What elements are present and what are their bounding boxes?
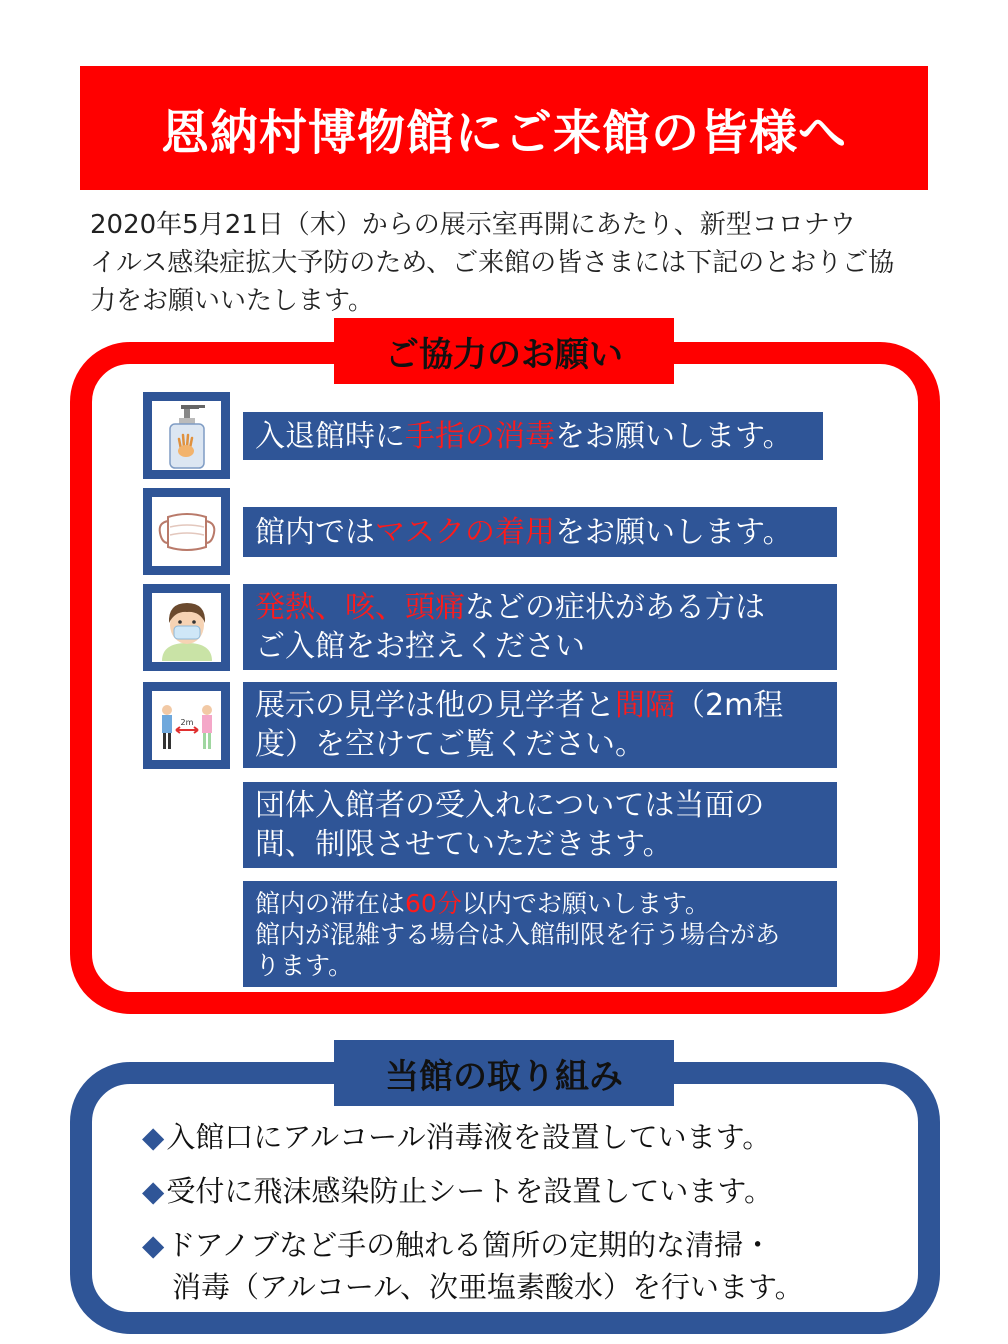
intro-line: 2020年5月21日（木）からの展示室再開にあたり、新型コロナウ xyxy=(90,210,856,240)
rule-text: 間、制限させていただきます。 xyxy=(255,827,673,862)
rule-text: をお願いします。 xyxy=(555,514,793,550)
rule-text: 入退館時に xyxy=(255,418,405,454)
face-mask-icon xyxy=(156,509,218,555)
rule-text: 展示の見学は他の見学者と xyxy=(255,688,615,723)
effort-text: 入館口にアルコール消毒液を設置しています。 xyxy=(166,1120,772,1154)
rule-text: ります。 xyxy=(255,950,354,980)
rule-text: （2m程 xyxy=(675,688,784,723)
rule-stay-time xyxy=(243,881,837,987)
intro-paragraph xyxy=(90,206,920,320)
rule-distancing xyxy=(243,682,837,768)
rule-highlight: 手指の消毒 xyxy=(405,418,555,454)
page-title: 恩納村博物館にご来館の皆様へ xyxy=(160,104,847,161)
effort-item xyxy=(142,1224,922,1308)
rule-text: ご入館をお控えください xyxy=(255,629,585,664)
rule-hand-disinfection xyxy=(243,412,823,460)
rule-text: 館内が混雑する場合は入館制限を行う場合があ xyxy=(255,919,781,949)
rule-highlight: 60分 xyxy=(405,888,462,918)
efforts-section-title: 当館の取り組み xyxy=(385,1056,623,1097)
rule-group-visits xyxy=(243,782,837,868)
rule-text: をお願いします。 xyxy=(555,418,793,454)
efforts-section-header xyxy=(334,1040,674,1106)
diamond-bullet-icon: ◆ xyxy=(142,1120,165,1154)
rule-highlight: 発熱、咳、頭痛 xyxy=(255,590,465,625)
rule-highlight: 間隔 xyxy=(615,688,675,723)
effort-text: ドアノブなど手の触れる箇所の定期的な清掃・ xyxy=(166,1228,773,1262)
masked-person-icon xyxy=(156,595,218,661)
effort-text-continued: 消毒（アルコール、次亜塩素酸水）を行います。 xyxy=(172,1270,804,1304)
rule-text: 館内の滞在は xyxy=(255,888,406,918)
hand-sanitizer-icon xyxy=(157,403,217,469)
request-section-title: ご協力のお願い xyxy=(385,334,623,375)
intro-line: 力をお願いいたします。 xyxy=(90,286,374,316)
distance-label: 2m xyxy=(180,717,193,727)
social-distance-icon xyxy=(155,696,219,756)
rule-mask xyxy=(243,507,837,557)
face-mask-icon-box xyxy=(143,488,230,575)
rule-text: 団体入館者の受入れについては当面の xyxy=(255,788,765,823)
hand-sanitizer-icon-box xyxy=(143,392,230,479)
masked-person-icon-box xyxy=(143,584,230,671)
intro-line: イルス感染症拡大予防のため、ご来館の皆さまには下記のとおりご協 xyxy=(90,248,895,278)
effort-item xyxy=(142,1116,922,1158)
rule-text: 以内でお願いします。 xyxy=(461,888,710,918)
effort-text: 受付に飛沫感染防止シートを設置しています。 xyxy=(166,1174,773,1208)
request-section-header xyxy=(334,318,674,384)
title-banner xyxy=(80,66,928,190)
effort-item xyxy=(142,1170,922,1212)
social-distance-icon-box xyxy=(143,682,230,769)
rule-highlight: マスクの着用 xyxy=(375,514,555,550)
rule-text: 館内では xyxy=(255,514,375,550)
rule-text: などの症状がある方は xyxy=(465,590,765,625)
rule-text: 度）を空けてご覧ください。 xyxy=(255,727,645,762)
rule-symptoms xyxy=(243,584,837,670)
diamond-bullet-icon: ◆ xyxy=(142,1174,165,1208)
diamond-bullet-icon: ◆ xyxy=(142,1228,165,1262)
